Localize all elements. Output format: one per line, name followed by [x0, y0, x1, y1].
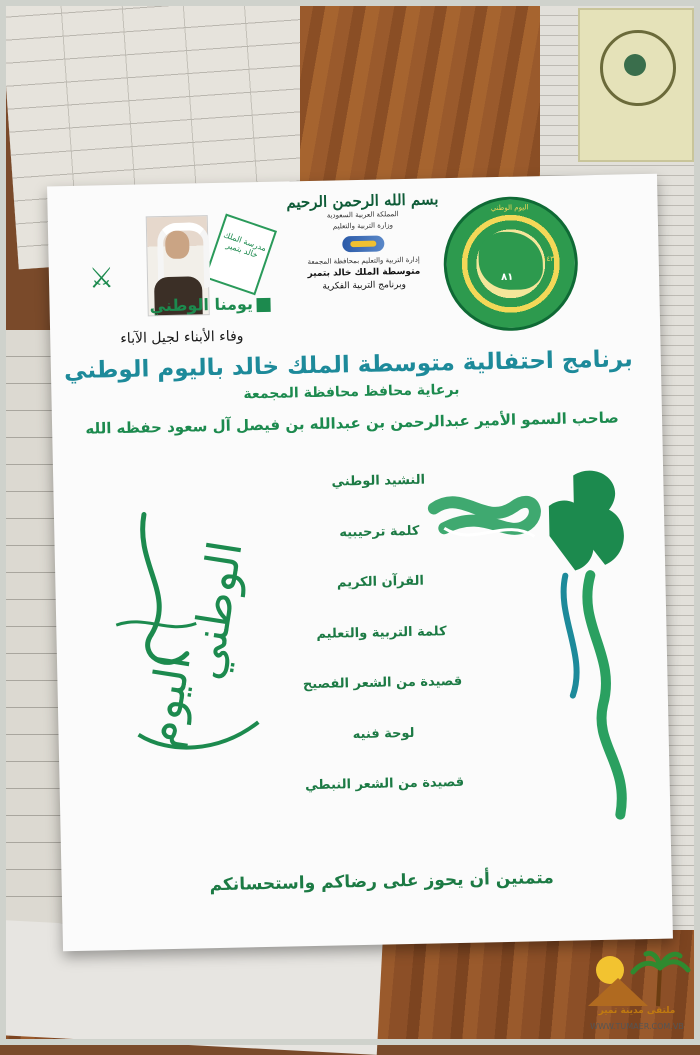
watermark-url: WWW.TUMAER.COM.VB [590, 1022, 684, 1031]
flag-icon [257, 297, 271, 311]
background-poster [578, 8, 694, 162]
prince-line: صاحب السمو الأمير عبدالرحمن بن عبدالله بن فيصل آل سعود حفظه الله [85, 408, 619, 438]
ministry-line: وزارة التربية والتعليم [332, 221, 394, 231]
ministry-logo-icon [342, 235, 384, 252]
site-watermark [578, 948, 696, 1040]
school-logo-card [204, 214, 277, 296]
seal-ring-text: اليوم الوطني [490, 203, 529, 213]
agenda-item: لوحة فنيه [352, 725, 415, 742]
national-day-calligraphy [104, 502, 269, 765]
tagline: وفاء الأبناء لجيل الآباء [120, 328, 244, 347]
agenda-item: القرآن الكريم [336, 573, 425, 591]
closing-line: متمنين أن يحوز على رضاكم واستحسانكم [209, 868, 554, 896]
palm-swords-emblem-icon: ⚔ [88, 261, 115, 295]
school-name: متوسطة الملك خالد بتمير [307, 266, 421, 280]
national-day-seal [442, 195, 579, 332]
letterhead [282, 190, 444, 294]
agenda-item: قصيدة من الشعر النبطي [305, 774, 465, 794]
seal-year: ١٤٣٢ [542, 254, 558, 264]
calligraphy-word: اليوم [133, 651, 201, 752]
basmala: بسم الله الرحمن الرحيم [286, 190, 439, 212]
school-logo-card-text: مدرسة الملك خالد بتمير [222, 230, 268, 260]
program-line: وبرنامج التربية الفكرية [322, 279, 407, 292]
national-day-mark-text: يومنا الوطني [149, 294, 254, 316]
agenda-item: كلمة ترحيبيه [339, 523, 420, 540]
agenda-item: كلمة التربية والتعليم [316, 623, 447, 642]
event-program-flyer [47, 174, 673, 952]
kingdom-line: المملكة العربية السعودية [326, 210, 399, 220]
watermark-name: ملتقى مدينة تمير [598, 1006, 676, 1016]
national-day-banner [87, 201, 290, 355]
palm-sun-logo-icon [578, 948, 696, 1008]
agenda-item: النشيد الوطني [331, 472, 426, 490]
agenda-item: قصيدة من الشعر الفصيح [302, 673, 463, 693]
flag-ribbons [423, 464, 650, 829]
national-day-mark [149, 294, 271, 316]
admin-line: إدارة التربية والتعليم بمحافظة المجمعة [307, 255, 420, 267]
seal-number: ٨١ [500, 271, 514, 283]
page-title: برنامج احتفالية متوسطة الملك خالد باليوم الوطني [63, 346, 634, 385]
calligraphy-word: الوطني [177, 537, 253, 684]
patron-line: برعاية محافظ محافظة المجمعة [243, 381, 460, 403]
